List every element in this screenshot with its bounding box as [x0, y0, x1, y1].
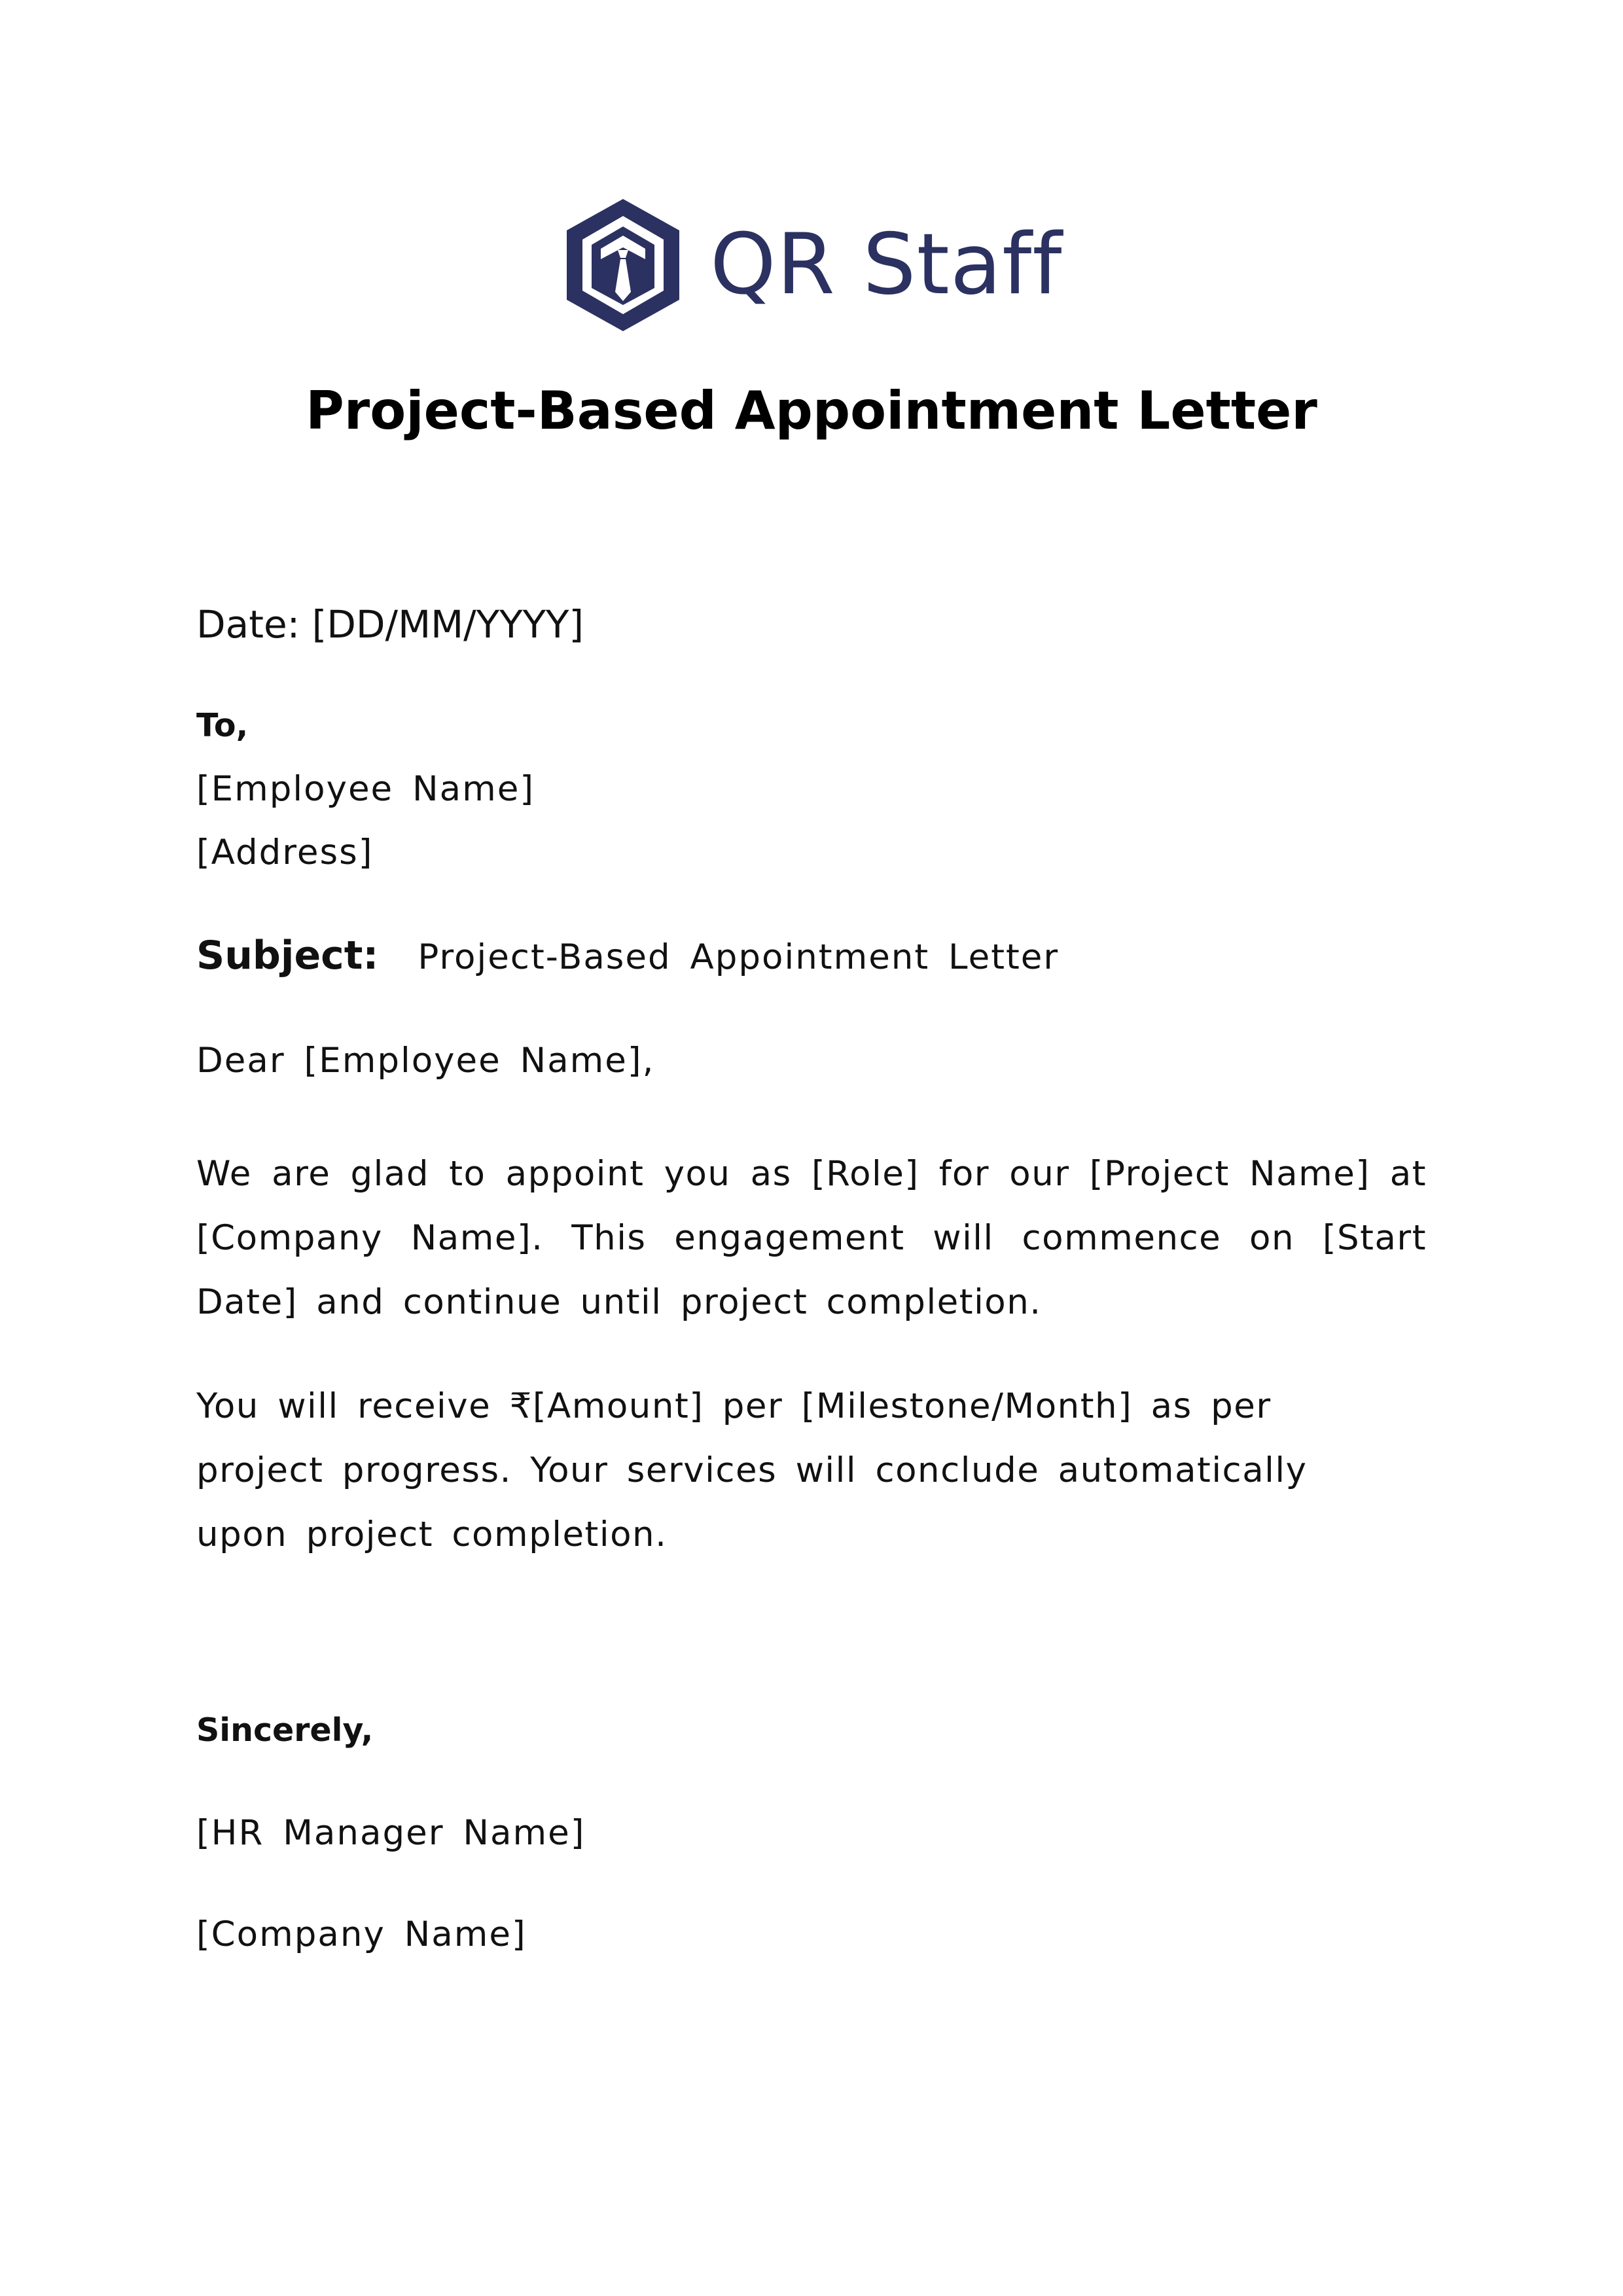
document-title: Project-Based Appointment Letter [306, 380, 1317, 441]
subject-label: Subject: [196, 933, 379, 978]
body-paragraph-2: You will receive ₹[Amount] per [Milestone/Month] as per project progress. Your services will conclude automatically upon project completion. [196, 1386, 1308, 1554]
subject-value: Project-Based Appointment Letter [418, 937, 1060, 977]
subject-line [196, 933, 1059, 978]
signatory-company: [Company Name] [196, 1914, 527, 1954]
date-line: Date: [DD/MM/YYYY] [196, 602, 584, 647]
brand-name: QR Staff [710, 216, 1063, 314]
recipient-address: [Address] [196, 833, 374, 872]
signatory-name: [HR Manager Name] [196, 1813, 586, 1853]
to-label: To, [196, 707, 249, 744]
shield-tie-icon [563, 196, 684, 334]
closing: Sincerely, [196, 1712, 374, 1749]
recipient-name: [Employee Name] [196, 769, 535, 809]
body-paragraph-1: We are glad to appoint you as [Role] for our [Project Name] at [Company Name]. This engagement will commence on [Start Date] and continue until project completion. [196, 1154, 1427, 1322]
company-logo [563, 196, 1062, 334]
salutation: Dear [Employee Name], [196, 1041, 655, 1081]
